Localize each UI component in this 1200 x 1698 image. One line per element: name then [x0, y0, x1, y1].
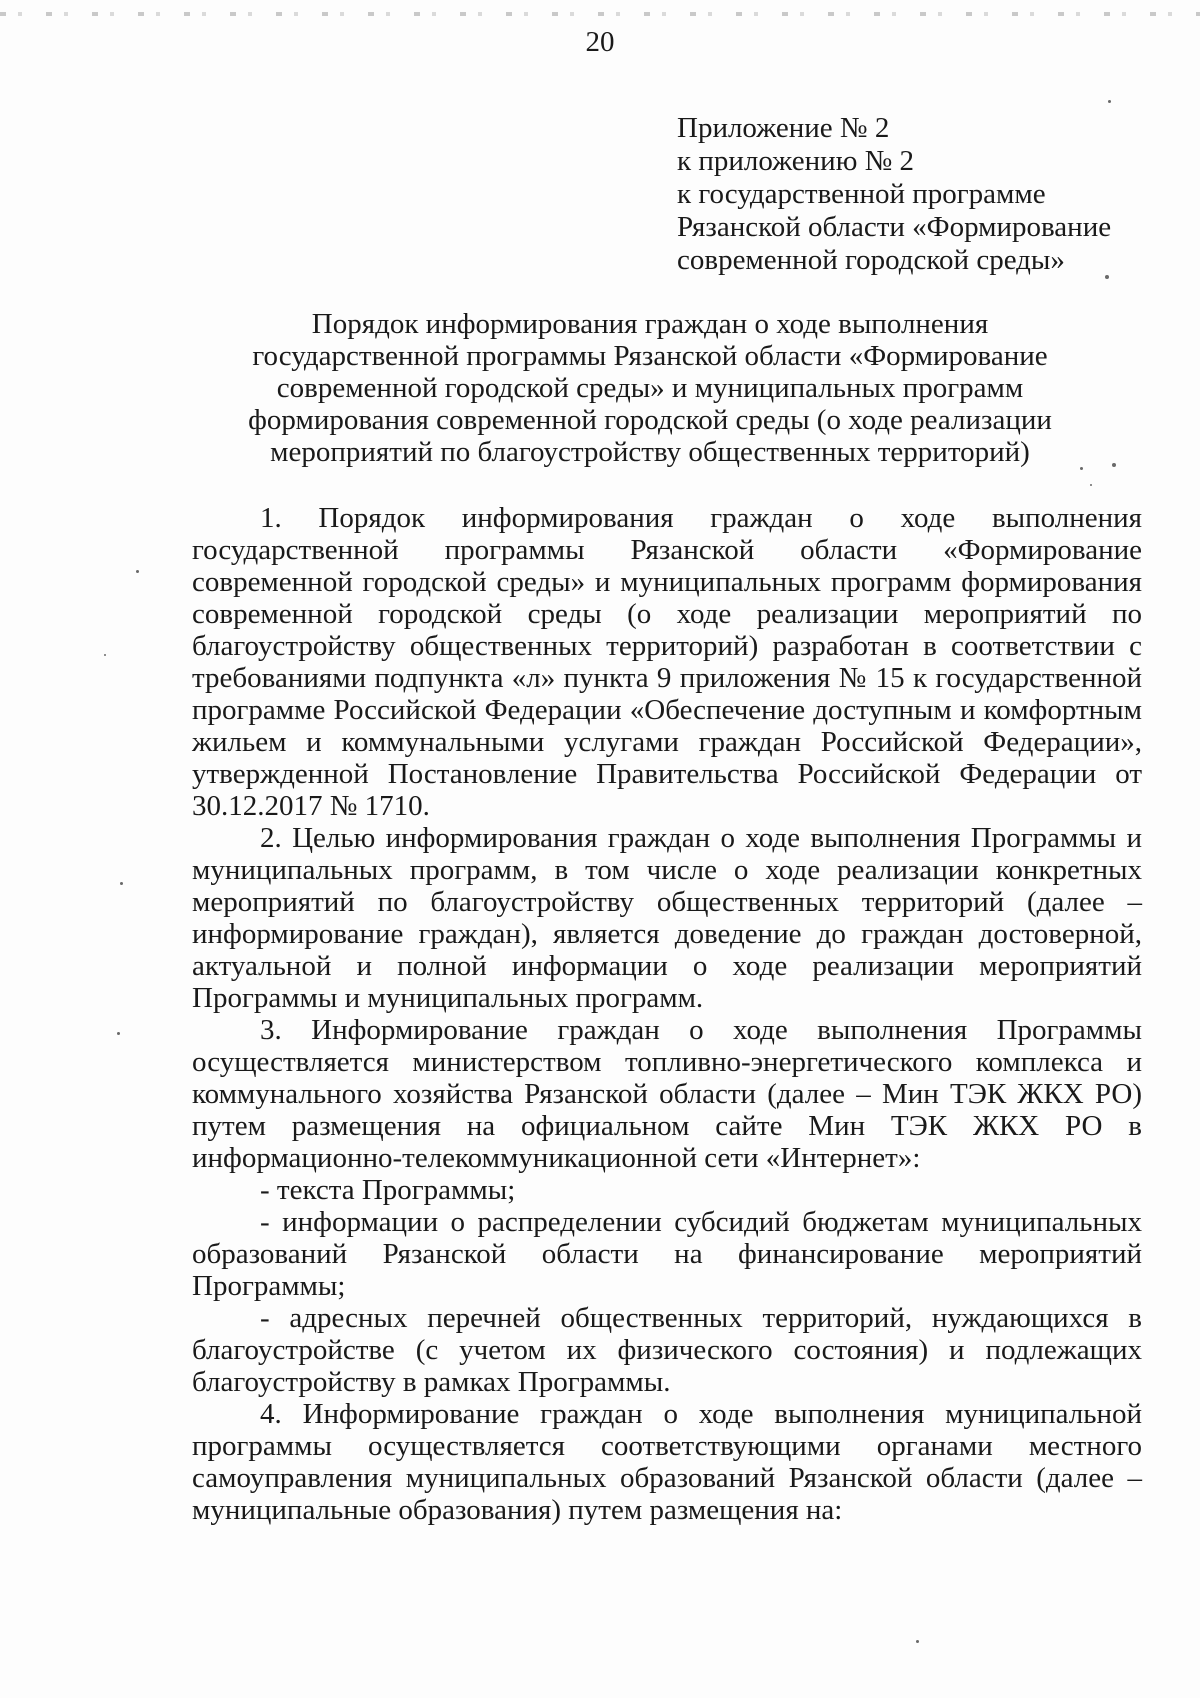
title-line: государственной программы Рязанской области «Формирование	[252, 340, 1048, 372]
page-number: 20	[585, 26, 615, 58]
appendix-line: Приложение № 2	[677, 112, 890, 144]
paragraph-1: 1. Порядок информирования граждан о ходе выполнения государственной программы Рязанской области «Формирование современной городской среды» и муниципальных программ формирования современной городской среды (о ходе реализации мероприятий по благоустройству общественных территорий) разработан в соответствии с требованиями подпункта «л» пункта 9 приложения № 15 к государственной программе Российской Федерации «Обеспечение доступным и комфортным жильем и коммунальными услугами граждан Российской Федерации», утвержденной Постановление Правительства Российской Федерации от 30.12.2017 № 1710.	[192, 502, 1142, 822]
scan-speck	[117, 1032, 120, 1035]
appendix-line: к государственной программе	[677, 178, 1046, 210]
paragraph-2: 2. Целью информирования граждан о ходе выполнения Программы и муниципальных программ, в том числе о ходе реализации конкретных мероприятий по благоустройству общественных территорий (далее – информирование граждан), является доведение до граждан достоверной, актуальной и полной информации о ходе реализации мероприятий Программы и муниципальных программ.	[192, 822, 1142, 1014]
scan-speck	[1090, 484, 1092, 486]
list-item-program-text: - текста Программы;	[260, 1174, 516, 1206]
list-item-territories: - адресных перечней общественных территорий, нуждающихся в благоустройстве (с учетом их физического состояния) и подлежащих благоустройству в рамках Программы.	[192, 1302, 1142, 1398]
appendix-line: Рязанской области «Формирование	[677, 211, 1112, 243]
document-title	[190, 308, 1110, 468]
scan-speck	[1112, 463, 1116, 467]
paragraph-3: 3. Информирование граждан о ходе выполнения Программы осуществляется министерством топливно-энергетического комплекса и коммунального хозяйства Рязанской области (далее – Мин ТЭК ЖКХ РО) путем размещения на официальном сайте Мин ТЭК ЖКХ РО в информационно-телекоммуникационной сети «Интернет»:	[192, 1014, 1142, 1174]
appendix-line: к приложению № 2	[677, 145, 915, 177]
scan-speck	[120, 882, 123, 885]
scan-speck	[104, 654, 106, 656]
document-body	[192, 502, 1142, 1526]
scan-speck	[136, 570, 139, 573]
title-line: современной городской среды» и муниципальных программ	[276, 372, 1024, 404]
scan-speck	[916, 1640, 919, 1643]
appendix-reference	[677, 112, 1177, 277]
title-line: формирования современной городской среды (о ходе реализации	[248, 404, 1052, 436]
title-line: мероприятий по благоустройству общественных территорий)	[270, 436, 1030, 468]
appendix-line: современной городской среды»	[677, 244, 1065, 276]
scan-speck	[1108, 100, 1111, 103]
title-line: Порядок информирования граждан о ходе выполнения	[311, 308, 989, 340]
list-item-subsidies: - информации о распределении субсидий бюджетам муниципальных образований Рязанской области на финансирование мероприятий Программы;	[192, 1206, 1142, 1302]
paragraph-4: 4. Информирование граждан о ходе выполнения муниципальной программы осуществляется соответствующими органами местного самоуправления муниципальных образований Рязанской области (далее – муниципальные образования) путем размещения на:	[192, 1398, 1142, 1526]
scan-edge-noise	[0, 12, 1200, 16]
